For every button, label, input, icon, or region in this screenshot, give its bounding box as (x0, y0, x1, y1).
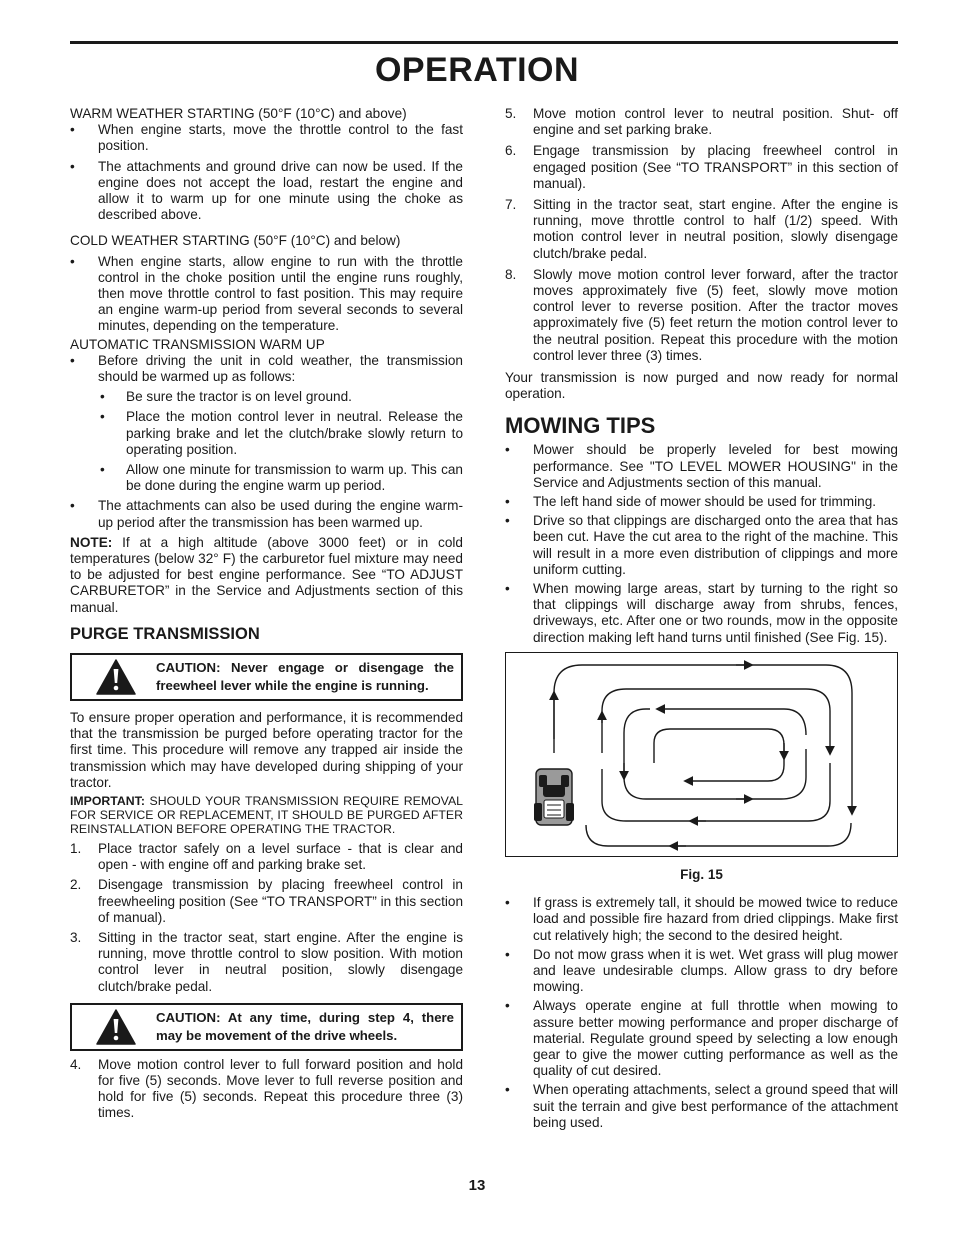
sub-list-item: • Allow one minute for transmission to warm up. This can be done during the engine warm up period. (70, 462, 463, 494)
mowing-tips-heading: MOWING TIPS (505, 413, 656, 439)
list-item: • Do not mow grass when it is wet. Wet grass will plug mower and leave undesirable clumps. Allow grass to dry before mowing. (505, 947, 898, 996)
caution-text: CAUTION: At any time, during step 4, there may be movement of the drive wheels. (156, 1009, 454, 1043)
step-text: Move motion control lever to full forward position and hold for five (5) seconds. Move lever to full reverse position and hold for five (5) seconds. Repeat this procedure three (3) times. (98, 1056, 463, 1121)
numbered-step (505, 197, 898, 262)
caution-text: CAUTION: Never engage or disengage the freewheel lever while the engine is running. (156, 659, 454, 693)
auto-transmission-title: AUTOMATIC TRANSMISSION WARM UP (70, 336, 325, 352)
step-number: 8. (505, 266, 517, 282)
numbered-step (70, 1057, 463, 1122)
sub-list-item: • Be sure the tractor is on level ground. (70, 389, 463, 405)
step-text: Sitting in the tractor seat, start engine. After the engine is running, move throttle control to half (1/2) speed. With motion control lever in neutral position, slowly disengage clutch/brake pedal. (533, 197, 898, 261)
mowing-pattern-figure (505, 652, 898, 857)
step-number: 1. (70, 840, 82, 856)
caution-box (70, 1003, 463, 1051)
page-title: OPERATION (374, 51, 580, 89)
list-item: • The attachments can also be used during the engine warm-up period after the transmission has been warmed up. (70, 498, 463, 530)
list-item: • When engine starts, move the throttle control to the fast position. (70, 122, 463, 154)
warm-weather-title: WARM WEATHER STARTING (50°F (10°C) and above) (70, 106, 407, 121)
step-text: Disengage transmission by placing freewheel control in freewheeling position (See “TO TRANSPORT” in this section of manual). (98, 877, 463, 925)
numbered-step (70, 877, 463, 926)
step-number: 4. (70, 1056, 82, 1072)
numbered-step (505, 106, 898, 138)
list-item: • When operating attachments, select a ground speed that will suit the terrain and give best performance of the attachment being used. (505, 1082, 898, 1131)
purge-transmission-heading: PURGE TRANSMISSION (70, 624, 260, 643)
note-paragraph (70, 535, 463, 616)
numbered-step (505, 143, 898, 192)
step-text: Engage transmission by placing freewheel control in engaged position (See “TO TRANSPORT” in this section of manual). (533, 143, 898, 191)
list-item: • Drive so that clippings are discharged onto the area that has been cut. Have the cut area to the right of the machine. This will result in a more even distribution of clippings and more uniform cutting. (505, 513, 898, 578)
purge-intro: To ensure proper operation and performance, it is recommended that the transmission be purged before operating tractor for the first time. This procedure will remove any trapped air inside the transmission which may have developed during shipping of your tractor. (70, 709, 463, 790)
numbered-step (505, 267, 898, 364)
note-text: If at a high altitude (above 3000 feet) or in cold temperatures (below 32° F) the carburetor fuel mixture may need to be adjusted for best engine performance. See “TO ADJUST CARBURETOR” in the Service and Adjustments section of this manual. (70, 534, 463, 615)
step-number: 2. (70, 877, 82, 893)
list-item: • The left hand side of mower should be used for trimming. (505, 494, 898, 510)
right-column (505, 106, 898, 1131)
sub-list-item: • Place the motion control lever in neutral. Release the parking brake and let the clutch/brake slowly return to operating position. (70, 409, 463, 458)
list-item: • Always operate engine at full throttle when mowing to assure better mowing performance and proper discharge of material. Regulate ground speed by selecting a low enough gear to give the mower cutting performance as well as the quality of cut desired. (505, 998, 898, 1079)
step-text: Move motion control lever to neutral position. Shut- off engine and set parking brake. (533, 106, 898, 138)
cold-weather-title: COLD WEATHER STARTING (50°F (10°C) and below) (70, 233, 401, 249)
step-text: Sitting in the tractor seat, start engine. After the engine is running, move throttle control to slow position. With motion control lever in neutral position, slowly disengage clutch/brake pedal. (98, 929, 463, 994)
step-text: Place tractor safely on a level surface - that is clear and open - with engine off and parking brake set. (98, 840, 463, 873)
list-item: • The attachments and ground drive can now be used. If the engine does not accept the load, restart the engine and allow it to warm up for one minute using the choke as described above. (70, 159, 463, 224)
list-item: • When mowing large areas, start by turning to the right so that clippings will discharge away from shrubs, fences, driveways, etc. After one or two rounds, mow in the opposite direction making left hand turns until finished (See Fig. 15). (505, 581, 898, 646)
list-item: • When engine starts, allow engine to run with the throttle control in the choke position until the engine runs roughly, then move throttle control to fast position. This may require an engine warm-up period from several seconds to several minutes, depending on the temperature. (70, 254, 463, 335)
step-number: 5. (505, 106, 517, 121)
important-paragraph (70, 794, 463, 836)
list-item: • Mower should be properly leveled for best mowing performance. See "TO LEVEL MOWER HOUSING" in the Service and Adjustments section of this manual. (505, 442, 898, 491)
warning-icon (96, 659, 136, 695)
figure-caption: Fig. 15 (680, 866, 723, 882)
warning-icon (96, 1009, 136, 1045)
important-label: IMPORTANT: (70, 793, 145, 808)
step-number: 7. (505, 197, 517, 213)
purged-paragraph: Your transmission is now purged and now ready for normal operation. (505, 370, 898, 402)
mowing-pattern-diagram (506, 653, 896, 855)
caution-box (70, 653, 463, 701)
step-number: 3. (70, 929, 82, 945)
numbered-step (70, 841, 463, 873)
step-text: Slowly move motion control lever forward, after the tractor moves approximately five (5) feet, slowly move motion control lever to reverse position. After the tractor moves approximately five (5) feet return the motion control lever to the neutral position. Repeat this procedure with the motion control lever three (3) times. (533, 266, 898, 363)
tractor-icon (534, 769, 574, 825)
step-number: 6. (505, 143, 517, 159)
left-column (70, 106, 463, 1122)
page-number: 13 (468, 1177, 486, 1194)
list-item: • Before driving the unit in cold weather, the transmission should be warmed up as follows: (70, 353, 463, 385)
numbered-step (70, 930, 463, 995)
note-label: NOTE: (70, 534, 113, 550)
important-text: SHOULD YOUR TRANSMISSION REQUIRE REMOVAL FOR SERVICE OR REPLACEMENT, IT SHOULD BE PURGED AFTER REINSTALLATION BEFORE OPERATING THE TRACTOR. (70, 793, 463, 836)
list-item: • If grass is extremely tall, it should be mowed twice to reduce load and possible fire hazard from dried clippings. Make first cut relatively high; the second to the desired height. (505, 895, 898, 944)
header-rule (70, 41, 898, 44)
